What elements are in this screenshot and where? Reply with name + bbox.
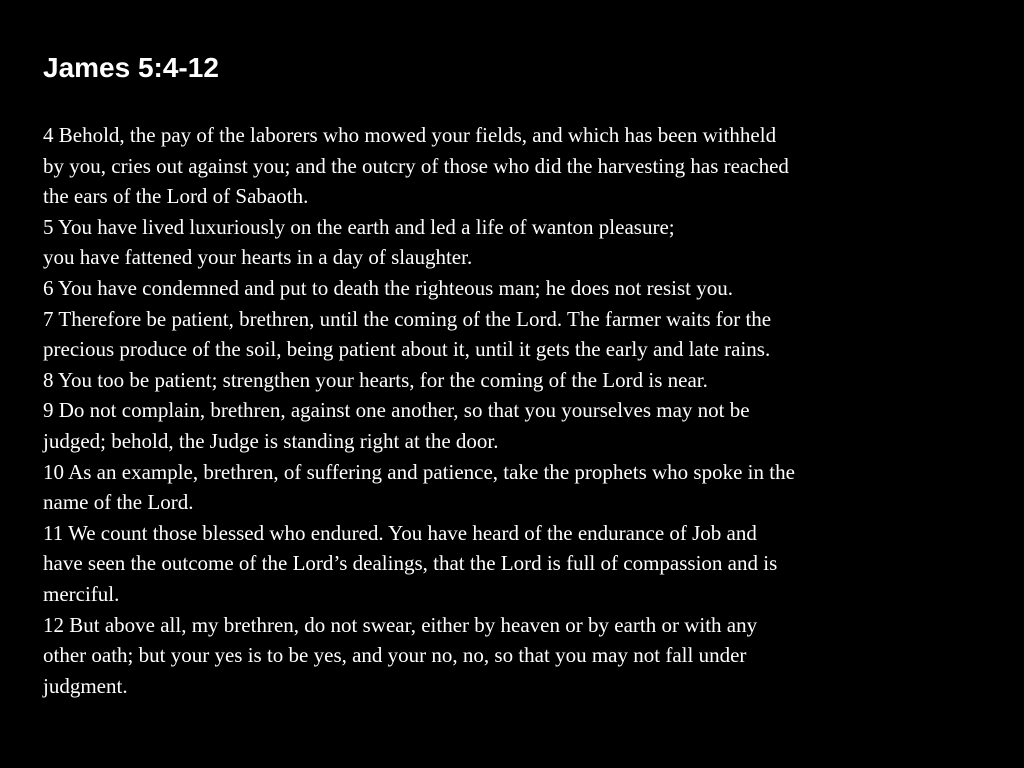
verse-line: 4 Behold, the pay of the laborers who mowed your fields, and which has been withheld xyxy=(43,123,777,147)
page-title: James 5:4-12 xyxy=(43,52,219,83)
verse-line: merciful. xyxy=(43,581,120,606)
verse-6 xyxy=(43,273,988,304)
verse-line: other oath; but your yes is to be yes, and your no, no, so that you may not fall under xyxy=(43,643,747,668)
verse-line: 6 You have condemned and put to death the righteous man; he does not resist you. xyxy=(43,275,733,300)
verse-line: 7 Therefore be patient, brethren, until the coming of the Lord. The farmer waits for the xyxy=(43,306,772,331)
verse-line: judged; behold, the Judge is standing right at the door. xyxy=(43,428,499,453)
verse-line: 8 You too be patient; strengthen your hearts, for the coming of the Lord is near. xyxy=(43,367,708,392)
verse-line: 11 We count those blessed who endured. You have heard of the endurance of Job and xyxy=(43,520,757,545)
verse-line: name of the Lord. xyxy=(43,490,194,515)
verse-list xyxy=(43,120,988,701)
verse-12 xyxy=(43,610,988,702)
verse-line: precious produce of the soil, being patient about it, until it gets the early and late rains. xyxy=(43,337,771,362)
verse-line: by you, cries out against you; and the outcry of those who did the harvesting has reached xyxy=(43,153,789,178)
verse-8 xyxy=(43,365,988,396)
verse-line: 5 You have lived luxuriously on the earth and led a life of wanton pleasure; xyxy=(43,214,675,239)
verse-7 xyxy=(43,304,988,365)
verse-10 xyxy=(43,457,988,518)
verse-4 xyxy=(43,120,988,212)
verse-line: 12 But above all, my brethren, do not swear, either by heaven or by earth or with any xyxy=(43,612,758,637)
verse-line: 10 As an example, brethren, of suffering and patience, take the prophets who spoke in the xyxy=(43,459,795,484)
verse-line: judgment. xyxy=(43,673,128,698)
verse-line: have seen the outcome of the Lord’s dealings, that the Lord is full of compassion and is xyxy=(43,551,778,576)
verse-line: you have fattened your hearts in a day of slaughter. xyxy=(43,245,473,270)
verse-9 xyxy=(43,395,988,456)
verse-line: 9 Do not complain, brethren, against one another, so that you yourselves may not be xyxy=(43,398,750,423)
verse-11 xyxy=(43,518,988,610)
verse-line: the ears of the Lord of Sabaoth. xyxy=(43,184,309,209)
verse-5 xyxy=(43,212,988,273)
